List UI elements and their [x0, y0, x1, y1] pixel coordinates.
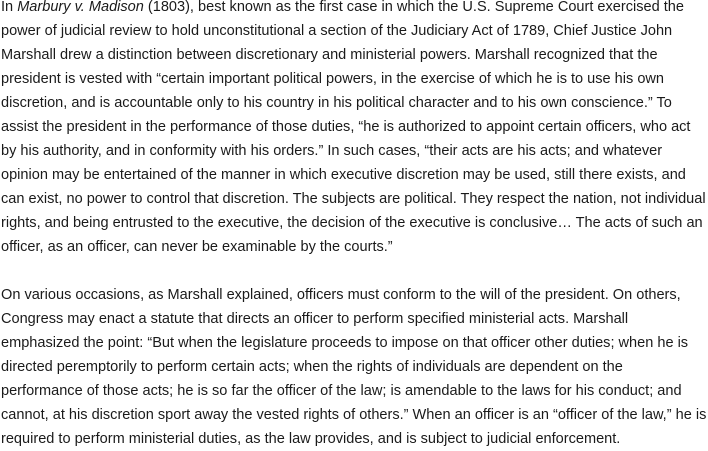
paragraph-body: (1803), best known as the first case in which the U.S. Supreme Court exercised the power of judicial review to hold unconstitutional a section of the Judiciary Act of 1789, Chief Justice John Marshall drew a distinction between discretionary and ministerial powers. Marshall recognized that the president is vested with “certain important political powers, in the exercise of which he is to use his own discretion, and is accountable only to his country in his political character and to his own conscience.” To assist the president in the performance of those duties, “he is authorized to appoint certain officers, who act by his authority, and in conformity with his orders.” In such cases, “their acts are his acts; and whatever opinion may be entertained of the manner in which executive discretion may be used, still there exists, and can exist, no power to control that discretion. The subjects are political. They respect the nation, not individual rights, and being entrusted to the executive, the decision of the executive is conclusive… The acts of such an officer, as an officer, can never be examinable by the courts.”	[1, 0, 706, 255]
paragraph-marbury	[1, 0, 708, 259]
paragraph-lead: In	[1, 0, 18, 15]
paragraph-ministerial: On various occasions, as Marshall explained, officers must conform to the will of the president. On others, Congress may enact a statute that directs an officer to perform specified ministerial acts. Marshall emphasized the point: “But when the legislature proceeds to impose on that officer other duties; when he is directed peremptorily to perform certain acts; when the rights of individuals are dependent on the performance of those acts; he is so far the officer of the law; is amendable to the laws for his conduct; and cannot, at his discretion sport away the vested rights of others.” When an officer is an “officer of the law,” he is required to perform ministerial duties, as the law provides, and is subject to judicial enforcement.	[1, 287, 707, 447]
case-name: Marbury v. Madison	[17, 0, 144, 15]
